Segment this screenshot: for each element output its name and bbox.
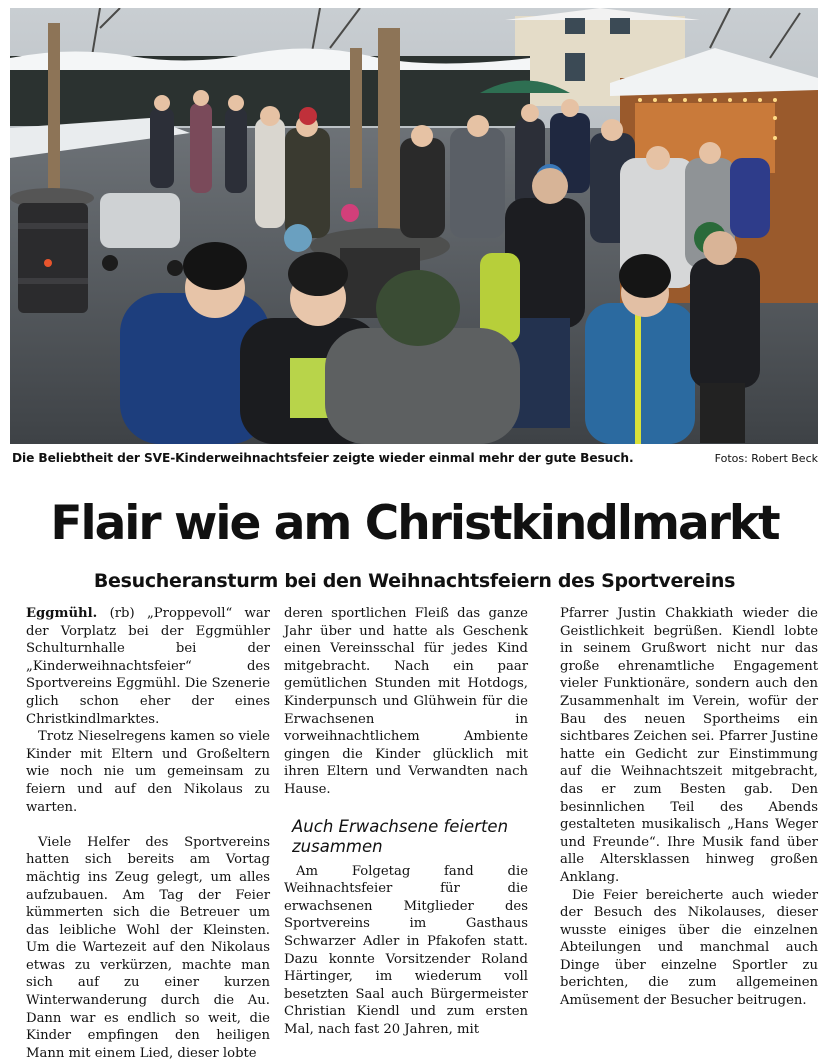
paragraph-text: (rb) „Proppevoll“ war der Vorplatz bei der Eggmühler Schulturnhalle bei der „Kinderweihnachtsfeier“ des Sportvereins Eggmühl. Die Szenerie glich schon eher der eines Christkindlmarktes.: [26, 606, 270, 727]
paragraph: Am Folgetag fand die Weihnachtsfeier für die erwachsenen Mitglieder des Sportvereins im Gasthaus Schwarzer Adler in Pfakofen statt. Dazu konnte Vorsitzender Roland Härtinger, im wiederum voll besetzten Saal auch Bürgermeister Christian Kiendl und zum ersten Mal, nach fast 20 Jahren, mit: [284, 863, 528, 1037]
article-column-1: [26, 605, 270, 1062]
article-subhead: Besucheransturm bei den Weihnachtsfeiern des Sportvereins: [93, 570, 736, 592]
article-column-2: [284, 605, 528, 1038]
article-column-3: [560, 605, 818, 1010]
dateline: Eggmühl.: [26, 606, 98, 621]
paragraph: [26, 605, 270, 728]
paragraph: Die Feier bereicherte auch wieder der Besuch des Nikolauses, dieser wusste einiges über die einzelnen Abteilungen und manchmal auch Dinge über einzelne Sportler zu berichten, die zum allgemeinen Amüsement der Besucher beitrugen.: [560, 887, 818, 1009]
photo-caption-row: [10, 448, 818, 470]
article-headline: Flair wie am Christkindlmarkt: [50, 496, 779, 551]
paragraph: Pfarrer Justin Chakkiath wieder die Geistlichkeit begrüßen. Kiendl lobte in seinem Grußwort nicht nur das große ehrenamtliche Engagement vieler Funktionäre, sondern auch den Zusammenhalt im Verein, wofür der Bau des neuen Sportheims ein sichtbares Zeichen sei. Pfarrer Justine hatte ein Gedicht zur Einstimmung auf die Weihnachtszeit mitgebracht, das er zum Besten gab. Den besinnlichen Teil des Abends gestalteten musikalisch „Hans Weger und Freunde“. Ihre Musik fand über alle Altersklassen hinweg großen Anklang.: [560, 606, 818, 885]
paragraph: deren sportlichen Fleiß das ganze Jahr über und hatte als Geschenk einen Vereinsschal für jedes Kind mitgebracht. Nach ein paar gemütlichen Stunden mit Hotdogs, Kinderpunsch und Glühwein für die Erwachsenen in vorweihnachtlichem Ambiente gingen die Kinder glücklich mit ihren Eltern und Verwandten nach Hause.: [284, 606, 528, 797]
paragraph: Trotz Nieselregens kamen so viele Kinder mit Eltern und Großeltern wie noch nie um gemeinsam zu feiern und auf den Nikolaus zu warten.: [26, 729, 270, 815]
section-subheading: Auch Erwachsene feierten zusammen: [292, 816, 509, 856]
paragraph: Viele Helfer des Sportvereins hatten sich bereits am Vortag mächtig ins Zeug gelegt, um alles aufzubauen. Am Tag der Feier kümmerten sich die Betreuer um das leibliche Wohl der Kleinsten. Um die Wartezeit auf den Nikolaus etwas zu verkürzen, machte man sich auf zu einer kurzen Winterwanderung durch die Au. Dann war es endlich so weit, die Kinder empfingen den heiligen Mann mit einem Lied, dieser lobte: [26, 834, 270, 1061]
article-photo: [10, 8, 818, 444]
photo-credit: Fotos: Robert Beck: [714, 452, 818, 465]
photo-caption: Die Beliebtheit der SVE-Kinderweihnachtsfeier zeigte wieder einmal mehr der gute Besuch.: [12, 451, 634, 465]
crowd-photo-illustration: [10, 8, 818, 444]
